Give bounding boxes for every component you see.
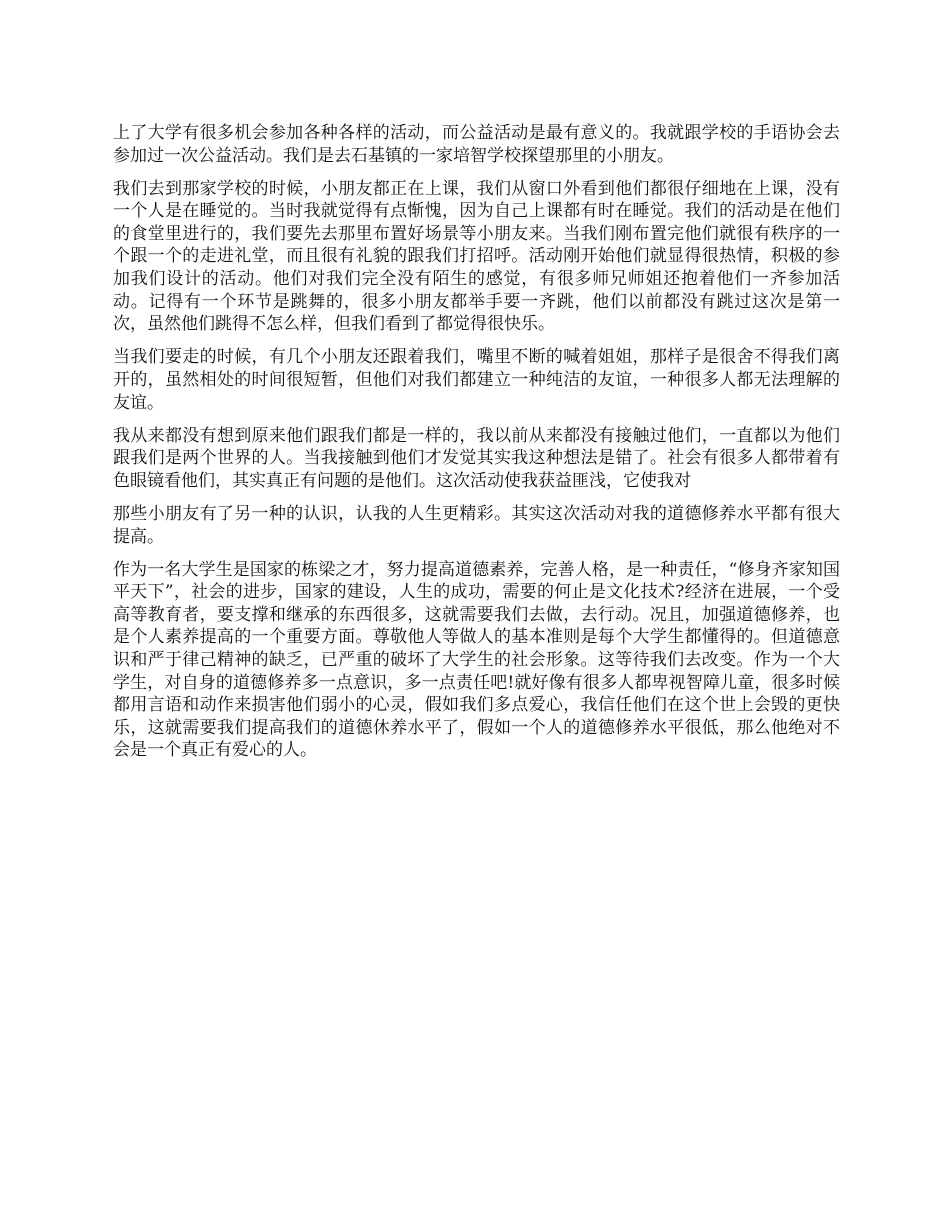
document-page [113, 122, 840, 772]
paragraph-2: 我们去到那家学校的时候，小朋友都正在上课，我们从窗口外看到他们都很仔细地在上课，没有一个人是在睡觉的。当时我就觉得有点惭愧，因为自己上课都有时在睡觉。我们的活动是在他们的食堂里进行的，我们要先去那里布置好场景等小朋友来。当我们刚布置完他们就很有秩序的一个跟一个的走进礼堂，而且很有礼貌的跟我们打招呼。活动刚开始他们就显得很热情，积极的参加我们设计的活动。他们对我们完全没有陌生的感觉，有很多师兄师姐还抱着他们一齐参加活动。记得有一个环节是跳舞的，很多小朋友都举手要一齐跳，他们以前都没有跳过这次是第一次，虽然他们跳得不怎么样，但我们看到了都觉得很快乐。 [113, 178, 840, 335]
paragraph-4: 我从来都没有想到原来他们跟我们都是一样的，我以前从来都没有接触过他们，一直都以为他们跟我们是两个世界的人。当我接触到他们才发觉其实我这种想法是错了。社会有很多人都带着有色眼镜看他们，其实真正有问题的是他们。这次活动使我获益匪浅，它使我对 [113, 425, 840, 491]
paragraph-6: 作为一名大学生是国家的栋梁之才，努力提高道德素养，完善人格，是一种责任，“修身齐家知国平天下”，社会的进步，国家的建设，人生的成功，需要的何止是文化技术?经济在进展，一个受高等教育者，要支撑和继承的东西很多，这就需要我们去做，去行动。况且，加强道德修养，也是个人素养提高的一个重要方面。尊敬他人等做人的基本准则是每个大学生都懂得的。但道德意识和严于律己精神的缺乏，已严重的破坏了大学生的社会形象。这等待我们去改变。作为一个大学生，对自身的道德修养多一点意识，多一点责任吧!就好像有很多人都卑视智障儿童，很多时候都用言语和动作来损害他们弱小的心灵，假如我们多点爱心，我信任他们在这个世上会毁的更快乐，这就需要我们提高我们的道德休养水平了，假如一个人的道德修养水平很低，那么他绝对不会是一个真正有爱心的人。 [113, 559, 840, 761]
paragraph-5: 那些小朋友有了另一种的认识，认我的人生更精彩。其实这次活动对我的道德修养水平都有很大提高。 [113, 503, 840, 547]
paragraph-3: 当我们要走的时候，有几个小朋友还跟着我们，嘴里不断的喊着姐姐，那样子是很舍不得我们离开的，虽然相处的时间很短暂，但他们对我们都建立一种纯洁的友谊，一种很多人都无法理解的友谊。 [113, 347, 840, 413]
paragraph-1: 上了大学有很多机会参加各种各样的活动，而公益活动是最有意义的。我就跟学校的手语协会去参加过一次公益活动。我们是去石基镇的一家培智学校探望那里的小朋友。 [113, 123, 840, 166]
